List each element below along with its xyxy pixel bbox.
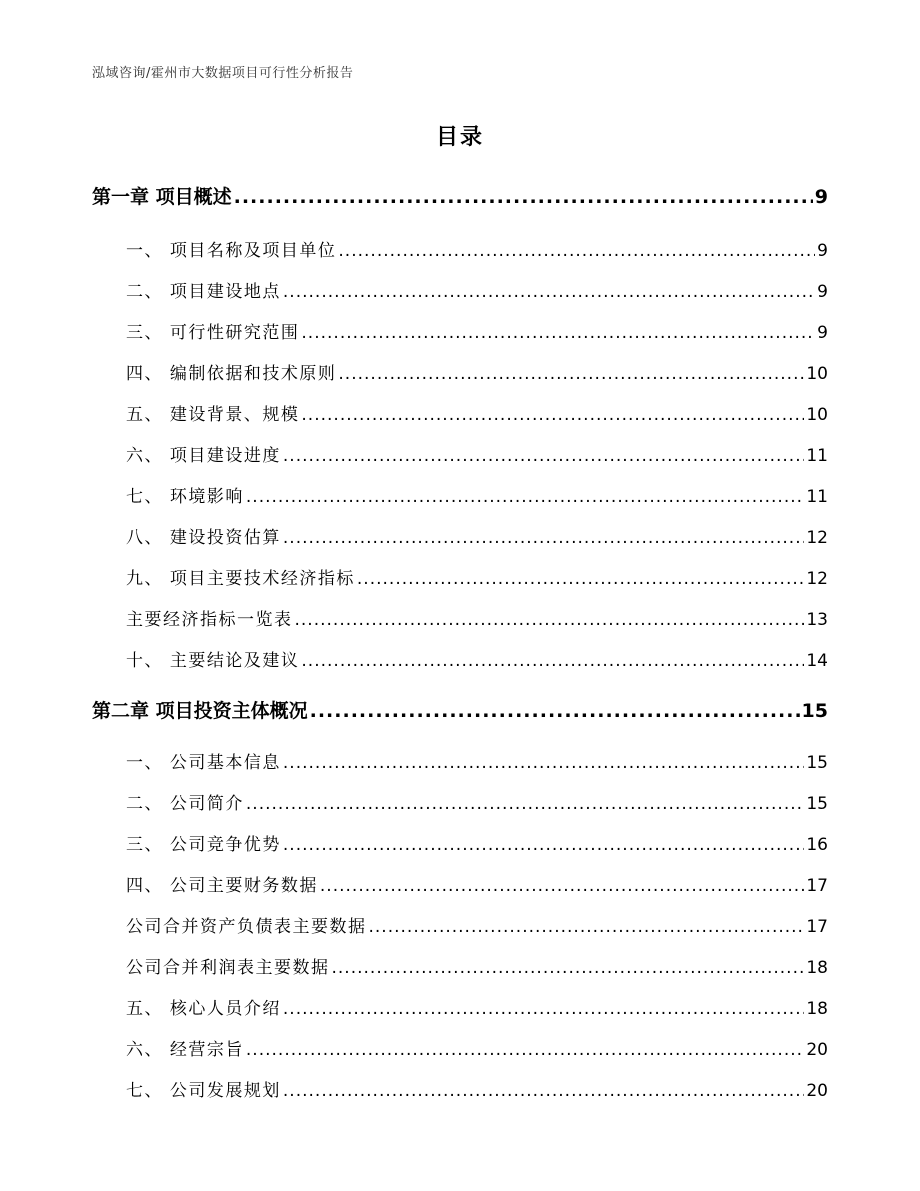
leader-dots [283, 282, 815, 302]
toc-entry-page: 13 [806, 610, 828, 630]
leader-dots [283, 999, 804, 1019]
leader-dots [283, 528, 804, 548]
leader-dots [283, 446, 804, 466]
toc-entry-label: 八、 建设投资估算 [126, 528, 281, 548]
leader-dots [246, 794, 804, 814]
leader-dots [295, 610, 805, 630]
toc-entry-label: 三、 可行性研究范围 [126, 323, 300, 343]
toc-entry-label: 二、 公司简介 [126, 794, 244, 814]
toc-entry-page: 20 [806, 1081, 828, 1101]
leader-dots [338, 241, 815, 261]
toc-entry-page: 16 [806, 835, 828, 855]
leader-dots [357, 569, 804, 589]
toc-entry[interactable] [126, 318, 828, 343]
toc-entry[interactable] [126, 277, 828, 302]
toc-entry-label: 四、 编制依据和技术原则 [126, 364, 337, 384]
toc-entry-label: 四、 公司主要财务数据 [126, 876, 318, 896]
toc-entry[interactable] [126, 400, 828, 425]
toc-entry-label: 七、 公司发展规划 [126, 1081, 281, 1101]
toc-entry-page: 9 [814, 186, 828, 208]
toc-entry[interactable] [126, 523, 828, 548]
toc-entry-label: 五、 核心人员介绍 [126, 999, 281, 1019]
toc-entry-label: 一、 项目名称及项目单位 [126, 241, 337, 261]
toc-entry-page: 15 [806, 794, 828, 814]
toc-entry-chapter-1[interactable] [92, 182, 828, 209]
toc-entry-page: 10 [806, 405, 828, 425]
toc-entry-label: 二、 项目建设地点 [126, 282, 281, 302]
leader-dots [301, 323, 815, 343]
toc-entry-page: 9 [817, 282, 828, 302]
toc-entry-page: 15 [806, 753, 828, 773]
toc-entry-label: 七、 环境影响 [126, 487, 244, 507]
toc-entry[interactable] [126, 1076, 828, 1101]
toc-entry-page: 12 [806, 528, 828, 548]
toc-entry-label: 五、 建设背景、规模 [126, 405, 300, 425]
toc-entry-page: 9 [817, 241, 828, 261]
leader-dots [283, 1081, 804, 1101]
toc-entry-page: 11 [806, 446, 828, 466]
toc-entry[interactable] [126, 1035, 828, 1060]
toc-entry-label: 公司合并利润表主要数据 [126, 958, 330, 978]
toc-entry[interactable] [126, 994, 828, 1019]
leader-dots [246, 1040, 804, 1060]
toc-entry-label: 一、 公司基本信息 [126, 753, 281, 773]
toc-entry-page: 18 [806, 999, 828, 1019]
toc-entry[interactable] [126, 441, 828, 466]
toc-entry-label: 九、 项目主要技术经济指标 [126, 569, 355, 589]
toc-entry-page: 18 [806, 958, 828, 978]
leader-dots [301, 405, 804, 425]
toc-entry-page: 17 [806, 917, 828, 937]
toc-entry-page: 11 [806, 487, 828, 507]
toc-entry[interactable] [126, 912, 828, 937]
leader-dots [332, 958, 805, 978]
leader-dots [320, 876, 804, 896]
toc-entry-label: 公司合并资产负债表主要数据 [126, 917, 367, 937]
toc-entry-page: 12 [806, 569, 828, 589]
toc-entry-chapter-2[interactable] [92, 696, 828, 723]
toc-entry[interactable] [126, 871, 828, 896]
toc-entry-label: 第一章 项目概述 [92, 186, 232, 208]
leader-dots [246, 487, 804, 507]
leader-dots [310, 700, 800, 722]
toc-entry[interactable] [126, 236, 828, 261]
toc-entry-page: 15 [801, 700, 828, 722]
toc-entry[interactable] [126, 482, 828, 507]
toc-entry-label: 十、 主要结论及建议 [126, 651, 300, 671]
toc-entry-label: 六、 项目建设进度 [126, 446, 281, 466]
toc-entry[interactable] [126, 953, 828, 978]
toc-entry-label: 第二章 项目投资主体概况 [92, 700, 308, 722]
toc-entry-page: 9 [817, 323, 828, 343]
leader-dots [234, 186, 813, 208]
toc-entry[interactable] [126, 830, 828, 855]
leader-dots [369, 917, 805, 937]
toc-entry-label: 六、 经营宗旨 [126, 1040, 244, 1060]
toc-entry[interactable] [126, 359, 828, 384]
toc-entry[interactable] [126, 789, 828, 814]
toc-entry[interactable] [126, 564, 828, 589]
leader-dots [301, 651, 804, 671]
toc-entry[interactable] [126, 605, 828, 630]
toc-entry-page: 14 [806, 651, 828, 671]
leader-dots [283, 753, 804, 773]
toc-title: 目录 [435, 125, 484, 150]
running-header: 泓域咨询/霍州市大数据项目可行性分析报告 [92, 66, 354, 81]
toc-entry-label: 主要经济指标一览表 [126, 610, 293, 630]
toc-entry-label: 三、 公司竞争优势 [126, 835, 281, 855]
toc-entry[interactable] [126, 748, 828, 773]
toc-entry-page: 10 [806, 364, 828, 384]
leader-dots [283, 835, 804, 855]
leader-dots [338, 364, 804, 384]
toc-entry-page: 17 [806, 876, 828, 896]
toc-entry-page: 20 [806, 1040, 828, 1060]
toc-entry[interactable] [126, 646, 828, 671]
